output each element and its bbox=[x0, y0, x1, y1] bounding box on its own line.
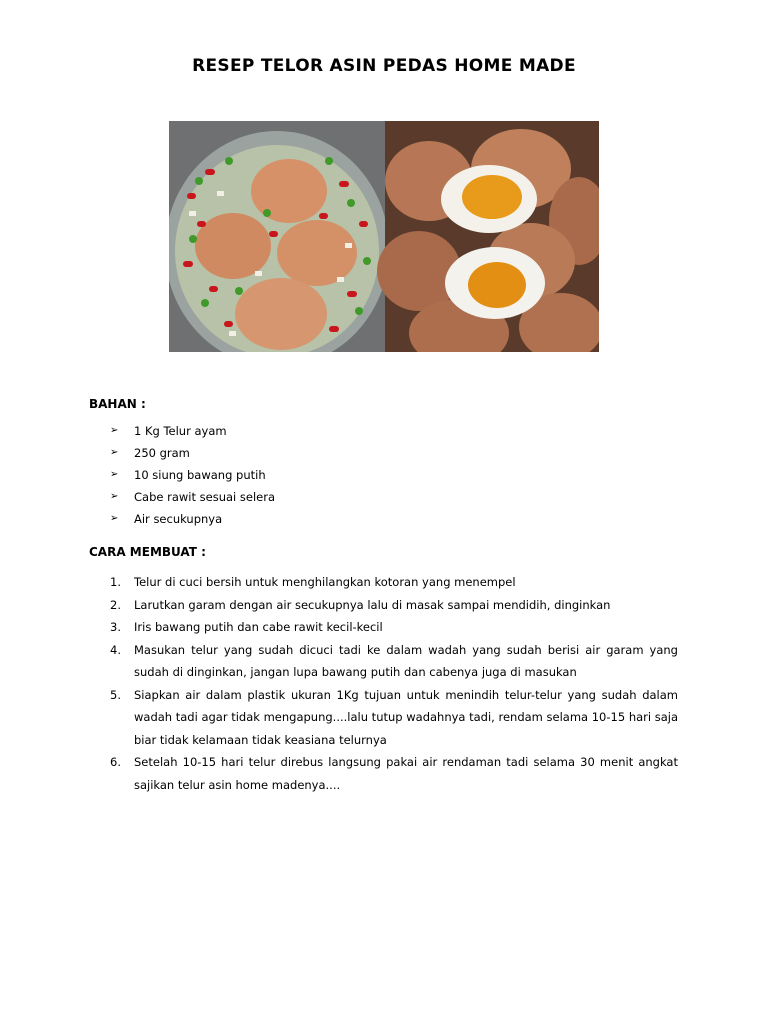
bahan-heading: BAHAN : bbox=[89, 397, 146, 411]
step-number: 4. bbox=[110, 642, 121, 657]
step-item bbox=[110, 594, 678, 617]
bahan-list bbox=[110, 422, 275, 532]
step-item bbox=[110, 571, 678, 594]
arrow-bullet-icon: ➢ bbox=[110, 425, 119, 436]
step-number: 3. bbox=[110, 620, 121, 634]
photo-right-salted-eggs bbox=[377, 121, 599, 352]
list-item: ➢ 250 gram bbox=[110, 446, 190, 460]
document-title: RESEP TELOR ASIN PEDAS HOME MADE bbox=[192, 56, 576, 76]
list-item: ➢ 1 Kg Telur ayam bbox=[110, 424, 227, 438]
step-item bbox=[110, 684, 678, 752]
list-item: ➢ Cabe rawit sesuai selera bbox=[110, 490, 276, 504]
steps-list bbox=[110, 571, 678, 796]
step-item bbox=[110, 639, 678, 684]
arrow-bullet-icon: ➢ bbox=[110, 447, 119, 458]
cara-membuat-heading: CARA MEMBUAT : bbox=[89, 545, 206, 559]
step-text: Setelah 10-15 hari telur direbus langsung pakai air rendaman tadi selama 30 menit angkat sajikan telur asin home madenya.... bbox=[134, 755, 678, 792]
arrow-bullet-icon: ➢ bbox=[110, 469, 119, 480]
step-item bbox=[110, 616, 678, 639]
recipe-photo bbox=[169, 121, 599, 352]
arrow-bullet-icon: ➢ bbox=[110, 513, 119, 524]
step-text: Masukan telur yang sudah dicuci tadi ke dalam wadah yang sudah berisi air garam yang sudah di dinginkan, jangan lupa bawang putih dan cabenya juga di masukan bbox=[134, 642, 678, 679]
arrow-bullet-icon: ➢ bbox=[110, 491, 119, 502]
step-number: 6. bbox=[110, 755, 121, 769]
step-text: Iris bawang putih dan cabe rawit kecil-kecil bbox=[134, 620, 383, 634]
step-text: Larutkan garam dengan air secukupnya lalu di masak sampai mendidih, dinginkan bbox=[134, 597, 611, 612]
step-text: Siapkan air dalam plastik ukuran 1Kg tujuan untuk menindih telur-telur yang sudah dalam wadah tadi agar tidak mengapung....lalu tutup wadahnya tadi, rendam selama 10-15 hari saja biar tidak kelamaan tidak keasiana telurnya bbox=[134, 687, 679, 747]
step-number: 2. bbox=[110, 597, 121, 612]
list-item: ➢ 10 siung bawang putih bbox=[110, 468, 266, 482]
step-item bbox=[110, 751, 678, 796]
photo-left-eggs-in-brine bbox=[169, 121, 389, 352]
step-text: Telur di cuci bersih untuk menghilangkan kotoran yang menempel bbox=[134, 575, 516, 589]
step-number: 1. bbox=[110, 575, 121, 589]
list-item: ➢ Air secukupnya bbox=[110, 512, 223, 526]
step-number: 5. bbox=[110, 687, 121, 702]
